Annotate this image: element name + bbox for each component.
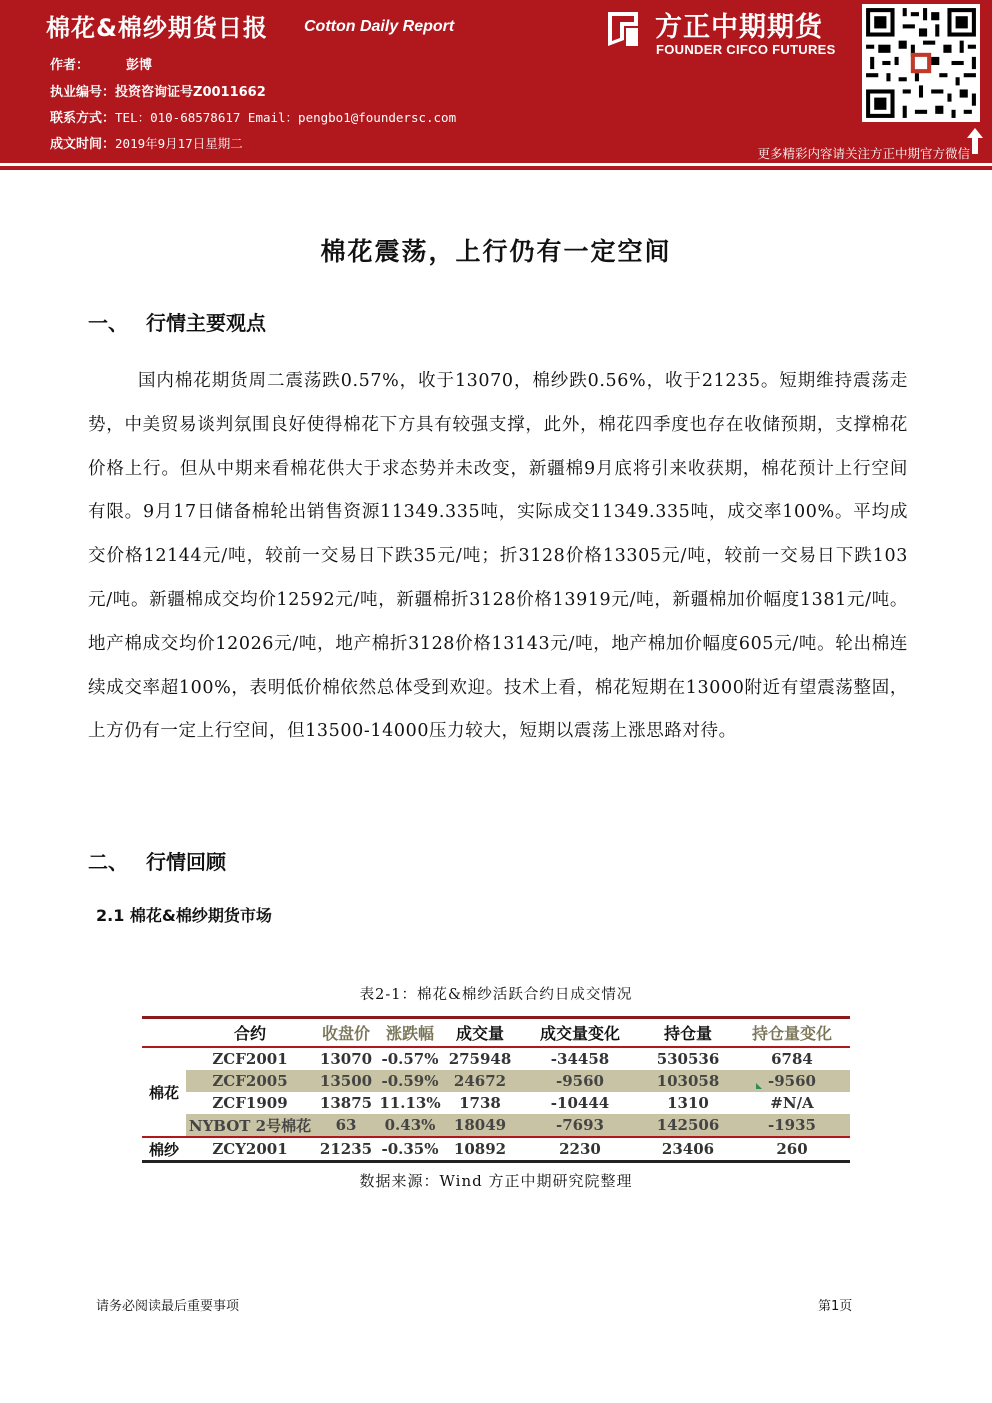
table-cell: -34458 (550, 1050, 610, 1068)
brand-name-cn: 方正中期期货 (655, 12, 823, 43)
table-cell: 21235 (314, 1137, 378, 1162)
table-cell: 1310 (667, 1094, 709, 1112)
section-title: 行情回顾 (146, 850, 226, 874)
header-cell: 合约 (186, 1018, 314, 1048)
header-cell: 涨跌幅 (378, 1018, 442, 1048)
header-divider (0, 166, 992, 170)
contact-line: 联系方式：TEL：010-68578617 Email：pengbo1@foundersc.com (50, 110, 457, 126)
table-cell: -0.59% (378, 1070, 442, 1092)
table-cell: 0.43% (378, 1114, 442, 1137)
table-row (142, 1047, 850, 1070)
header-cell: 成交量 (442, 1018, 518, 1048)
table-cell: 18049 (442, 1114, 518, 1137)
table-cell: 13070 (319, 1050, 373, 1068)
brand-name-en: FOUNDER CIFCO FUTURES (656, 42, 836, 57)
section-heading-views (88, 307, 266, 336)
document-title: 棉花震荡，上行仍有一定空间 (320, 237, 672, 266)
table-row (142, 1092, 850, 1114)
group-label: 棉纱 (142, 1137, 186, 1162)
header-cell: 收盘价 (314, 1018, 378, 1048)
footer-disclaimer: 请务必阅读最后重要事项 (96, 1299, 240, 1314)
table-cell: 530536 (656, 1050, 720, 1068)
table-cell: -10444 (550, 1094, 610, 1112)
license-line: 执业编号：投资咨询证号Z0011662 (50, 85, 266, 100)
table-cell: 6784 (771, 1050, 813, 1068)
qr-code-icon (862, 4, 980, 122)
table-cell: -9560 (734, 1070, 850, 1092)
market-view-paragraph: 国内棉花期货周二震荡跌0.57%，收于13070，棉纱跌0.56%，收于21235。短期维持震荡走势，中美贸易谈判氛围良好使得棉花下方具有较强支撑，此外，棉花四季度也存在收储预期，支撑棉花价格上行。但从中期来看棉花供大于求态势并未改变，新疆棉9月底将引来收获期，棉花预计上行空间有限。9月17日储备棉轮出销售资源11349.335吨，实际成交11349.335吨，成交率100%。平均成交价格12144元/吨，较前一交易日下跌35元/吨；折3128价格13305元/吨，较前一交易日下跌103元/吨。新疆棉成交均价12592元/吨，新疆棉折3128价格13919元/吨，新疆棉加价幅度1381元/吨。地产棉成交均价12026元/吨，地产棉折3128价格13143元/吨，地产棉加价幅度605元/吨。轮出棉连续成交率超100%，表明低价棉依然总体受到欢迎。技术上看，棉花短期在13000附近有望震荡整固，上方仍有一定上行空间，但13500-14000压力较大，短期以震荡上涨思路对待。 (88, 371, 908, 742)
license-number: 投资咨询证号Z0011662 (115, 85, 266, 100)
follow-wechat-text: 更多精彩内容请关注方正中期官方微信 (757, 146, 970, 161)
table-header-row (142, 1018, 850, 1048)
table-cell: 1738 (459, 1094, 501, 1112)
table-cell: 275948 (448, 1050, 512, 1068)
table-caption: 表2-1：棉花&棉纱活跃合约日成交情况 (359, 987, 633, 1003)
table-cell: NYBOT 2号棉花 (186, 1114, 314, 1137)
subsection-heading: 2.1 棉花&棉纱期货市场 (96, 906, 272, 925)
table-cell: 23406 (642, 1137, 734, 1162)
table-cell: -0.57% (381, 1050, 439, 1068)
section-number: 二、 (88, 850, 128, 874)
report-header (0, 0, 992, 163)
table-cell: 142506 (642, 1114, 734, 1137)
table-row (142, 1137, 850, 1162)
futures-trading-table (142, 1016, 850, 1163)
table-cell: ZCF2001 (212, 1050, 288, 1068)
table-cell: 13500 (314, 1070, 378, 1092)
table-cell: -1935 (734, 1114, 850, 1137)
author-line: 作者： 彭博 (50, 58, 153, 73)
author-name: 彭博 (126, 58, 153, 73)
page-number: 第1页 (818, 1299, 853, 1314)
table-cell: -9560 (518, 1070, 642, 1092)
group-label: 棉花 (142, 1047, 186, 1137)
section-number: 一、 (88, 311, 128, 335)
header-cell (142, 1018, 186, 1048)
table-cell: ZCF2005 (186, 1070, 314, 1092)
header-cell: 持仓量变化 (734, 1018, 850, 1048)
table-cell: 10892 (442, 1137, 518, 1162)
cell-comment-marker-icon (756, 1083, 762, 1089)
contact-info: TEL：010-68578617 Email：pengbo1@foundersc.com (115, 110, 457, 125)
table-cell: ZCY2001 (186, 1137, 314, 1162)
table-cell: 24672 (442, 1070, 518, 1092)
report-date: 2019年9月17日星期二 (115, 136, 243, 151)
date-line: 成文时间：2019年9月17日星期二 (50, 136, 243, 152)
section-heading-review (88, 846, 226, 875)
section-title: 行情主要观点 (146, 311, 266, 335)
table-cell: -7693 (518, 1114, 642, 1137)
table-cell: 63 (314, 1114, 378, 1137)
table-cell: #N/A (770, 1094, 814, 1112)
table-row (142, 1070, 850, 1092)
report-title-cn: 棉花&棉纱期货日报 (46, 14, 268, 42)
table-cell: 13875 (319, 1094, 373, 1112)
table-cell: 2230 (518, 1137, 642, 1162)
header-cell: 成交量变化 (518, 1018, 642, 1048)
founder-logo-icon (598, 6, 644, 52)
table-cell: 11.13% (379, 1094, 441, 1112)
table-cell: -0.35% (378, 1137, 442, 1162)
table-cell: 260 (734, 1137, 850, 1162)
header-cell: 持仓量 (642, 1018, 734, 1048)
table-row (142, 1114, 850, 1137)
table-cell: ZCF1909 (212, 1094, 288, 1112)
table-cell: 103058 (642, 1070, 734, 1092)
data-source: 数据来源：Wind 方正中期研究院整理 (359, 1172, 633, 1190)
report-title-en: Cotton Daily Report (304, 18, 455, 35)
